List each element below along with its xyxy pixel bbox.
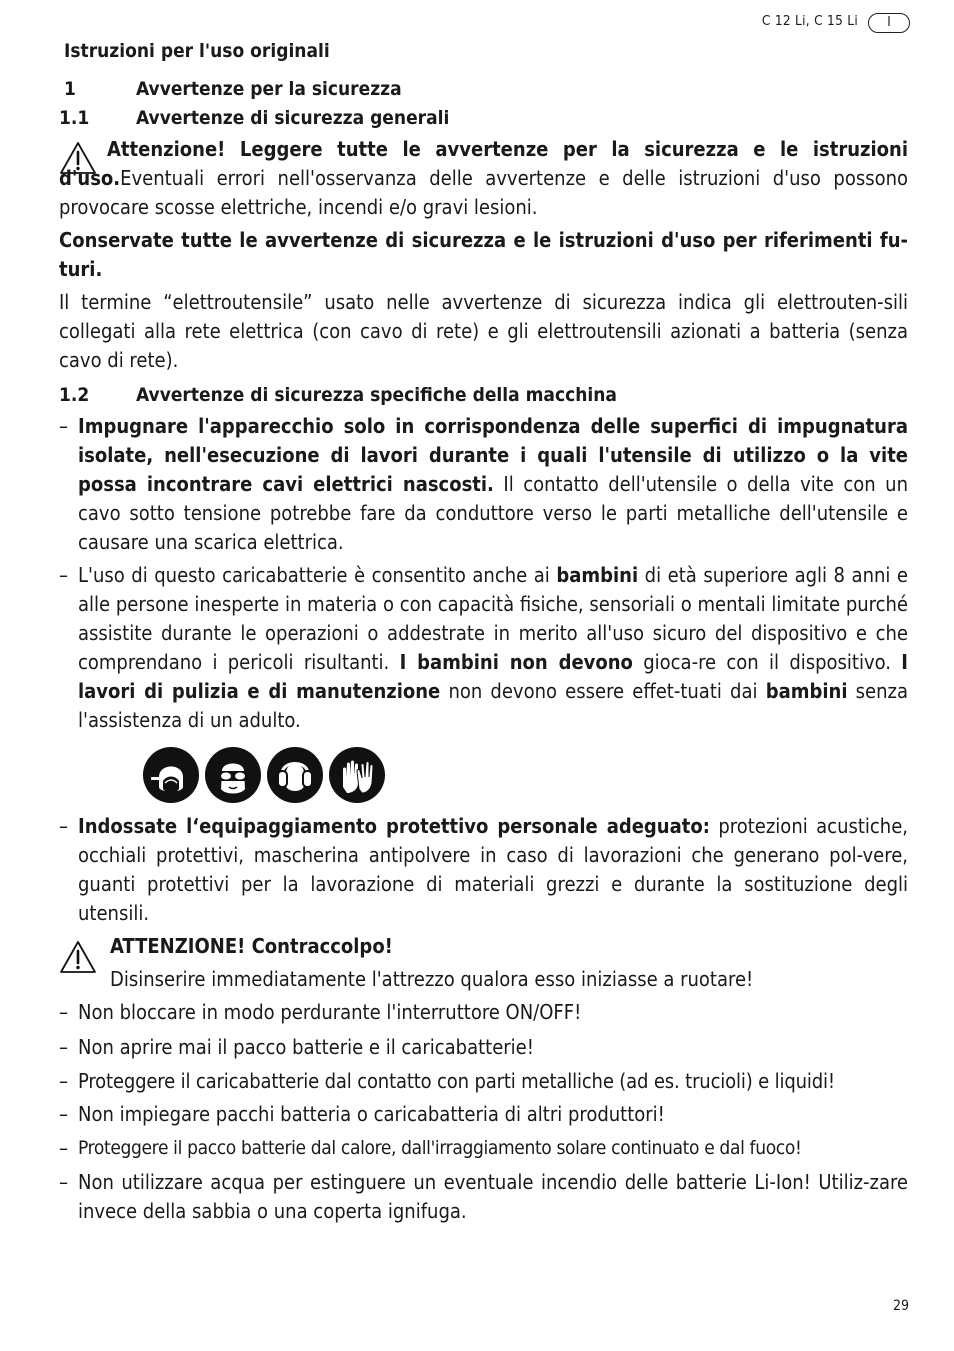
bullet-children-text-3: gioca-re con il dispositivo. bbox=[632, 650, 902, 674]
keep-instructions-note bbox=[59, 226, 908, 284]
warning-general-text: Eventuali errori nell'osservanza delle avvertenze e delle istruzioni d'uso possono provocare scosse elettriche, incendi e/o gravi lesioni. bbox=[59, 166, 908, 219]
bullet-heat-sun-fire bbox=[59, 1134, 908, 1163]
gloves-icon bbox=[329, 747, 385, 803]
bullet-ppe bbox=[59, 812, 908, 928]
bullet-do-not-open bbox=[59, 1033, 908, 1062]
bullet-dash: – bbox=[59, 414, 68, 438]
bullet-children-text-5: senza l'assistenza di un adulto. bbox=[78, 679, 908, 732]
bullet-children-text-1: L'uso di questo caricabatterie è consentito anche ai bbox=[78, 563, 557, 587]
bullet-dash: – bbox=[59, 1136, 68, 1160]
bullet-children-text-4: non devono essere effet-tuati dai bbox=[440, 679, 766, 703]
section-1-2-number: 1.2 bbox=[59, 384, 90, 406]
safety-goggles-icon bbox=[205, 747, 261, 803]
bullet-children-bold-1: bambini bbox=[556, 563, 639, 587]
bullet-children-use bbox=[59, 561, 908, 735]
bullet-protect-metal-liquids-text: Proteggere il caricabatterie dal contatto con parti metalliche (ad es. trucioli) e liquidi! bbox=[78, 1069, 835, 1093]
warning-general-bold: Attenzione! Leggere tutte le avvertenze per la sicurezza e le istruzioni d'uso. bbox=[59, 137, 908, 190]
bullet-children-bold-3: I lavori di pulizia e di manutenzione bbox=[78, 650, 908, 703]
section-1-number: 1 bbox=[64, 78, 76, 100]
bullet-insulated-grip-text: Il contatto dell'utensile o della vite con un cavo sotto tensione potrebbe fare da conduttore verso le parti metalliche dell'utensile e causare una scarica elettrica. bbox=[78, 472, 908, 554]
bullet-dash: – bbox=[59, 1069, 68, 1093]
bullet-insulated-grip bbox=[59, 412, 908, 557]
bullet-no-water-fire bbox=[59, 1168, 908, 1226]
bullet-children-text-2: di età superiore agli 8 anni e alle persone inesperte in materia o con capacità fisiche, sensoriali o mentali limitate purché assistite durante le operazioni o addestrate in merito all'uso sicuro del dispositivo e che comprendano i pericoli risultanti. bbox=[78, 563, 908, 674]
document-title: Istruzioni per l'uso originali bbox=[64, 40, 330, 62]
kickback-warning-text: Disinserire immediatamente l'attrezzo qualora esso iniziasse a ruotare! bbox=[110, 967, 754, 991]
bullet-dash: – bbox=[59, 1102, 68, 1126]
section-1-2-title: Avvertenze di sicurezza specifiche della macchina bbox=[136, 384, 617, 406]
kickback-warning-title: ATTENZIONE! Contraccolpo! bbox=[110, 934, 393, 958]
bullet-no-water-fire-text: Non utilizzare acqua per estinguere un eventuale incendio delle batterie Li-Ion! Utiliz-zare invece della sabbia o una coperta ignifuga. bbox=[78, 1170, 908, 1223]
keep-instructions-text: Conservate tutte le avvertenze di sicurezza e le istruzioni d'uso per riferimenti fu-turi. bbox=[59, 228, 908, 281]
bullet-children-bold-4: bambini bbox=[765, 679, 848, 703]
bullet-onoff-switch bbox=[59, 998, 908, 1027]
bullet-insulated-grip-bold: Impugnare l'apparecchio solo in corrispondenza delle superfici di impugnatura isolate, nell'esecuzione di lavori durante i quali l'utensile di utilizzo o la vite possa incontrare cavi elettrici nascosti. bbox=[78, 414, 908, 496]
model-header: C 12 Li, C 15 Li bbox=[761, 13, 858, 29]
bullet-heat-sun-fire-text: Proteggere il pacco batterie dal calore, dall'irraggiamento solare continuato e dal fuoco! bbox=[78, 1137, 802, 1159]
bullet-children-bold-2: I bambini non devono bbox=[399, 650, 633, 674]
section-1-1-number: 1.1 bbox=[59, 107, 90, 129]
dust-mask-icon bbox=[143, 747, 199, 803]
section-1-title: Avvertenze per la sicurezza bbox=[136, 78, 402, 100]
bullet-ppe-text: protezioni acustiche, occhiali protettivi, mascherina antipolvere in caso di lavorazioni che generano pol-vere, guanti protettivi per la lavorazione di materiali grezzi e durante la sostituzione degli utensili. bbox=[78, 814, 908, 925]
bullet-protect-metal-liquids bbox=[59, 1067, 908, 1096]
kickback-warning bbox=[110, 932, 911, 994]
bullet-dash: – bbox=[59, 1000, 68, 1024]
bullet-dash: – bbox=[59, 563, 68, 587]
power-tool-term-note: Il termine “elettroutensile” usato nelle avvertenze di sicurezza indica gli elettrouten-sili collegati alla rete elettrica (con cavo di rete) e gli elettroutensili azionati a batteria (senza cavo di rete). bbox=[59, 290, 908, 372]
ear-protection-icon bbox=[267, 747, 323, 803]
bullet-onoff-switch-text: Non bloccare in modo perdurante l'interruttore ON/OFF! bbox=[78, 1000, 582, 1024]
bullet-other-manufacturers bbox=[59, 1100, 908, 1129]
bullet-ppe-bold: Indossate l‘equipaggiamento protettivo personale adeguato: bbox=[78, 814, 710, 838]
bullet-dash: – bbox=[59, 814, 68, 838]
bullet-dash: – bbox=[59, 1035, 68, 1059]
page-number: 29 bbox=[892, 1298, 909, 1314]
warning-general bbox=[59, 135, 908, 222]
section-1-1-title: Avvertenze di sicurezza generali bbox=[136, 107, 450, 129]
language-badge: I bbox=[868, 13, 910, 33]
bullet-do-not-open-text: Non aprire mai il pacco batterie e il caricabatterie! bbox=[78, 1035, 534, 1059]
bullet-dash: – bbox=[59, 1170, 68, 1194]
warning-triangle-icon bbox=[59, 940, 97, 974]
bullet-other-manufacturers-text: Non impiegare pacchi batteria o caricabatteria di altri produttori! bbox=[78, 1102, 665, 1126]
ppe-icons-row bbox=[143, 747, 385, 803]
